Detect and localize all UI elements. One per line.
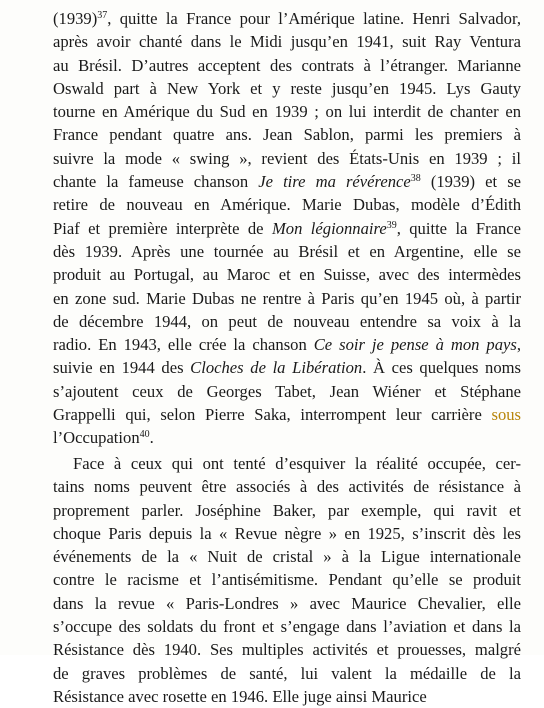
text-segment: tains noms peuvent être associés à des activités de résistance à [53,477,521,497]
text-segment: contre le racisme et l’antisémitisme. Pendant qu’elle se produit [53,570,521,590]
text-segment: choque Paris depuis la « Revue nègre » en 1925, s’inscrit dès les [53,523,521,543]
song-title: Cloches de la Libération [190,358,363,378]
text-segment: de graves problèmes de santé, lui valent la médaille de la [53,663,521,683]
text-segment: chante la fameuse chanson [53,172,259,192]
text-segment: en zone sud. Marie Dubas ne rentre à Paris qu’en 1945 où, à partir [53,288,521,308]
text-segment: produit au Portugal, au Maroc et en Suisse, avec des intermèdes [53,265,521,285]
text-line [53,193,521,216]
text-line [53,568,521,591]
footnote-ref: 37 [97,10,108,21]
text-segment: Piaf et première interprète de [53,218,272,238]
text-segment: après avoir chanté dans le Midi jusqu’en 1941, suit Ray Ventura [53,32,521,52]
text-line [53,170,521,193]
text-segment: Oswald part à New York et y reste jusqu’en 1945. Lys Gauty [53,78,521,98]
text-line [53,147,521,170]
text-line [53,240,521,263]
text-segment: tourne en Amérique du Sud en 1939 ; on lui interdit de chanter en [53,102,521,122]
text-line [53,426,521,449]
text-line [53,499,521,522]
text-segment: proprement parler. Joséphine Baker, par exemple, qui ravit et [53,500,521,520]
highlighted-word: sous [491,405,521,425]
text-segment: radio. En 1943, elle crée la chanson [53,335,314,355]
text-segment: de décembre 1944, on peut de nouveau entendre sa voix à la [53,311,521,331]
text-line [53,475,521,498]
text-segment: dès 1939. Après une tournée au Brésil et en Argentine, elle se [53,241,521,261]
text-segment: . À ces quelques noms [362,358,522,378]
text-segment: suivre la mode « swing », revient des États-Unis en 1939 ; il [53,148,521,168]
text-line [53,333,521,356]
text-line [53,77,521,100]
text-line [53,592,521,615]
text-line [53,545,521,568]
text-segment: , [516,335,521,355]
text-line [53,123,521,146]
text-line [53,685,521,708]
text-segment: événements de la « Nuit de cristal » à la Ligue internationale [53,547,521,567]
text-line [53,263,521,286]
text-segment: Grappelli qui, selon Pierre Saka, interrompent leur carrière [53,405,492,425]
text-line [53,638,521,661]
text-line [53,403,521,426]
text-segment: retire de nouveau en Amérique. Marie Dubas, modèle d’Édith [53,195,521,215]
text-line [53,310,521,333]
text-line [53,100,521,123]
text-segment: (1939) et se [420,172,522,192]
text-line [53,380,521,403]
text-line [53,287,521,310]
text-line [53,54,521,77]
song-title: Ce soir je pense à mon pays [313,335,517,355]
text-segment: suivie en 1944 des [53,358,191,378]
text-segment: , quitte la France [396,218,521,238]
text-segment: dans la revue « Paris-Londres » avec Maurice Chevalier, elle [53,593,521,613]
text-line [53,7,521,30]
text-line [53,217,521,240]
text-segment: s’ajoutent ceux de Georges Tabet, Jean Wiéner et Stéphane [53,381,521,401]
text-segment: Face à ceux qui ont tenté d’esquiver la réalité occupée, cer- [73,454,521,473]
text-segment: (1939) [53,9,98,28]
text-segment: l’Occupation [53,428,140,448]
text-line [53,662,521,685]
footnote-ref: 40 [139,429,150,441]
text-line [53,522,521,545]
footnote-ref: 39 [386,219,397,231]
text-line [53,30,521,53]
text-segment: s’occupe des soldats du front et s’engage dans l’aviation et dans la [53,617,521,637]
paragraph-2 [53,452,521,708]
text-line [53,615,521,638]
text-line [53,356,521,379]
song-title: Mon légionnaire [271,218,387,238]
text-segment: au Brésil. D’autres acceptent des contrats à l’étranger. Marianne [53,55,521,75]
text-segment: Résistance dès 1940. Ses multiples activités et prouesses, malgré [53,640,521,660]
text-segment: , quitte la France pour l’Amérique latine. Henri Salvador, [107,9,521,28]
text-segment: Résistance avec rosette en 1946. Elle juge ainsi Maurice [53,686,427,706]
text-segment: . [149,428,154,448]
song-title: Je tire ma révérence [258,172,411,192]
text-segment: France pendant quatre ans. Jean Sablon, parmi les premiers à [53,125,521,145]
text-line [53,452,521,475]
footnote-ref: 38 [410,173,421,185]
paragraph-1 [53,7,521,450]
